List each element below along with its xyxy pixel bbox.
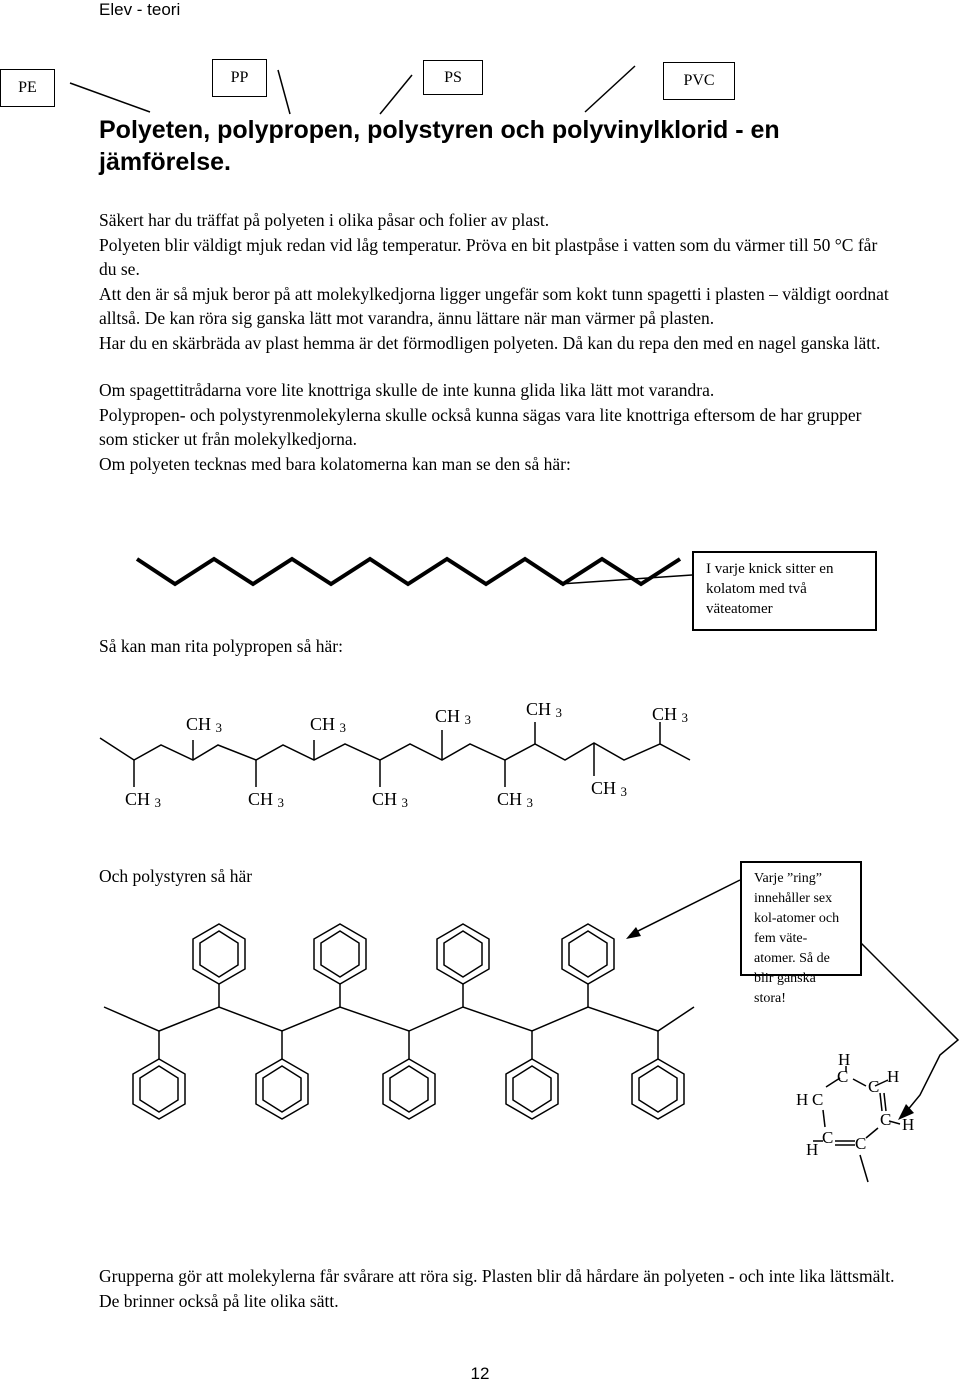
paragraph: Säkert har du träffat på polyeten i olika påsar och folier av plast. xyxy=(99,210,550,230)
methyl-subscript: 3 xyxy=(681,710,689,725)
atom-c: C xyxy=(868,1077,880,1096)
methyl-subscript: 3 xyxy=(401,795,409,810)
atom-h: H xyxy=(838,1050,851,1069)
methyl-group xyxy=(591,778,627,800)
benzene-ring-lower xyxy=(133,1059,684,1119)
paragraph: Att den är så mjuk beror på att molekylkedjorna ligger ungefär som kokt tunn spagetti i plasten – väldigt oordnat alltså. De kan röra sig ganska lätt mot varandra, ännu lättare när man värmer på plasten. xyxy=(99,283,889,328)
atom-h: H xyxy=(796,1090,809,1109)
atom-c: C xyxy=(822,1128,834,1147)
methyl-subscript: 3 xyxy=(620,784,628,799)
paragraph: Polypropen- och polystyrenmolekylerna skulle också kunna sägas vara lite knottriga eftersom de har grupper som sticker ut från molekylkedjorna. xyxy=(99,404,862,449)
methyl-group xyxy=(435,706,471,728)
atom-h: H xyxy=(902,1115,915,1134)
paragraph: Om spagettitrådarna vore lite knottriga skulle de inte kunna glida lika lätt mot varandra. xyxy=(99,380,715,400)
callout-kink: I varje knick sitter en kolatom med två väteatomer xyxy=(692,551,877,631)
atom-c: C xyxy=(855,1134,867,1153)
methyl-subscript: 3 xyxy=(339,720,347,735)
methyl-subscript: 3 xyxy=(215,720,223,735)
methyl-group xyxy=(125,789,161,811)
methyl-group xyxy=(186,714,222,736)
label-pvc: PVC xyxy=(663,62,735,100)
label-pe: PE xyxy=(0,69,55,107)
pointer-line xyxy=(585,66,635,112)
paragraph: Har du en skärbräda av plast hemma är det förmodligen polyeten. Då kan du repa den med en nagel ganska lätt. xyxy=(99,332,881,353)
methyl-group xyxy=(248,789,284,811)
document-title: Polyeten, polypropen, polystyren och polyvinylklorid - en jämförelse. xyxy=(99,116,780,176)
methyl-symbol: CH xyxy=(248,789,274,809)
methyl-symbol: CH xyxy=(652,704,678,724)
pointer-line xyxy=(278,70,290,114)
paragraph: Polyeten blir väldigt mjuk redan vid låg temperatur. Pröva en bit plastpåse i vatten som du värmer till 50 °C får du se. xyxy=(99,234,878,279)
pointer-line xyxy=(70,83,150,112)
atom-c: C xyxy=(837,1067,849,1086)
methyl-symbol: CH xyxy=(372,789,398,809)
page-header: Elev - teori xyxy=(99,0,181,19)
atom-h: H xyxy=(887,1067,900,1086)
atom-c: C xyxy=(812,1090,824,1109)
methyl-subscript: 3 xyxy=(555,705,563,720)
arrow-head xyxy=(626,927,641,939)
methyl-subscript: 3 xyxy=(526,795,534,810)
benzene-ring-upper xyxy=(193,924,614,984)
conclusion-text: Grupperna gör att molekylerna får svårare att röra sig. Plasten blir då hårdare än polyeten - och inte lika lättsmält. De brinner också på lite olika sätt. xyxy=(99,1266,895,1311)
atom-h: H xyxy=(806,1140,819,1159)
page-number: 12 xyxy=(470,1364,490,1383)
methyl-group xyxy=(372,789,408,811)
methyl-group xyxy=(497,789,533,811)
polystyren-chain xyxy=(104,984,694,1059)
methyl-group xyxy=(652,704,688,726)
methyl-symbol: CH xyxy=(125,789,151,809)
methyl-group xyxy=(310,714,346,736)
methyl-subscript: 3 xyxy=(277,795,285,810)
methyl-symbol: CH xyxy=(435,706,461,726)
methyl-symbol: CH xyxy=(526,699,552,719)
label-ps: PS xyxy=(423,60,483,95)
pointer-line xyxy=(380,75,412,114)
paragraph: Om polyeten tecknas med bara kolatomerna kan man se den så här: xyxy=(99,453,571,474)
methyl-symbol: CH xyxy=(186,714,212,734)
methyl-subscript: 3 xyxy=(464,712,472,727)
methyl-group xyxy=(526,699,562,721)
methyl-symbol: CH xyxy=(591,778,617,798)
methyl-symbol: CH xyxy=(497,789,523,809)
callout-ring: Varje ”ring” innehåller sex kol-atomer och fem väte-atomer. Så de blir ganska stora! xyxy=(740,861,862,976)
label-pp: PP xyxy=(212,59,267,97)
polyeten-chain xyxy=(137,559,680,584)
polypropen-heading: Så kan man rita polypropen så här: xyxy=(99,636,343,656)
methyl-symbol: CH xyxy=(310,714,336,734)
methyl-subscript: 3 xyxy=(154,795,162,810)
atom-c: C xyxy=(880,1110,892,1129)
polystyren-heading: Och polystyren så här xyxy=(99,866,253,886)
